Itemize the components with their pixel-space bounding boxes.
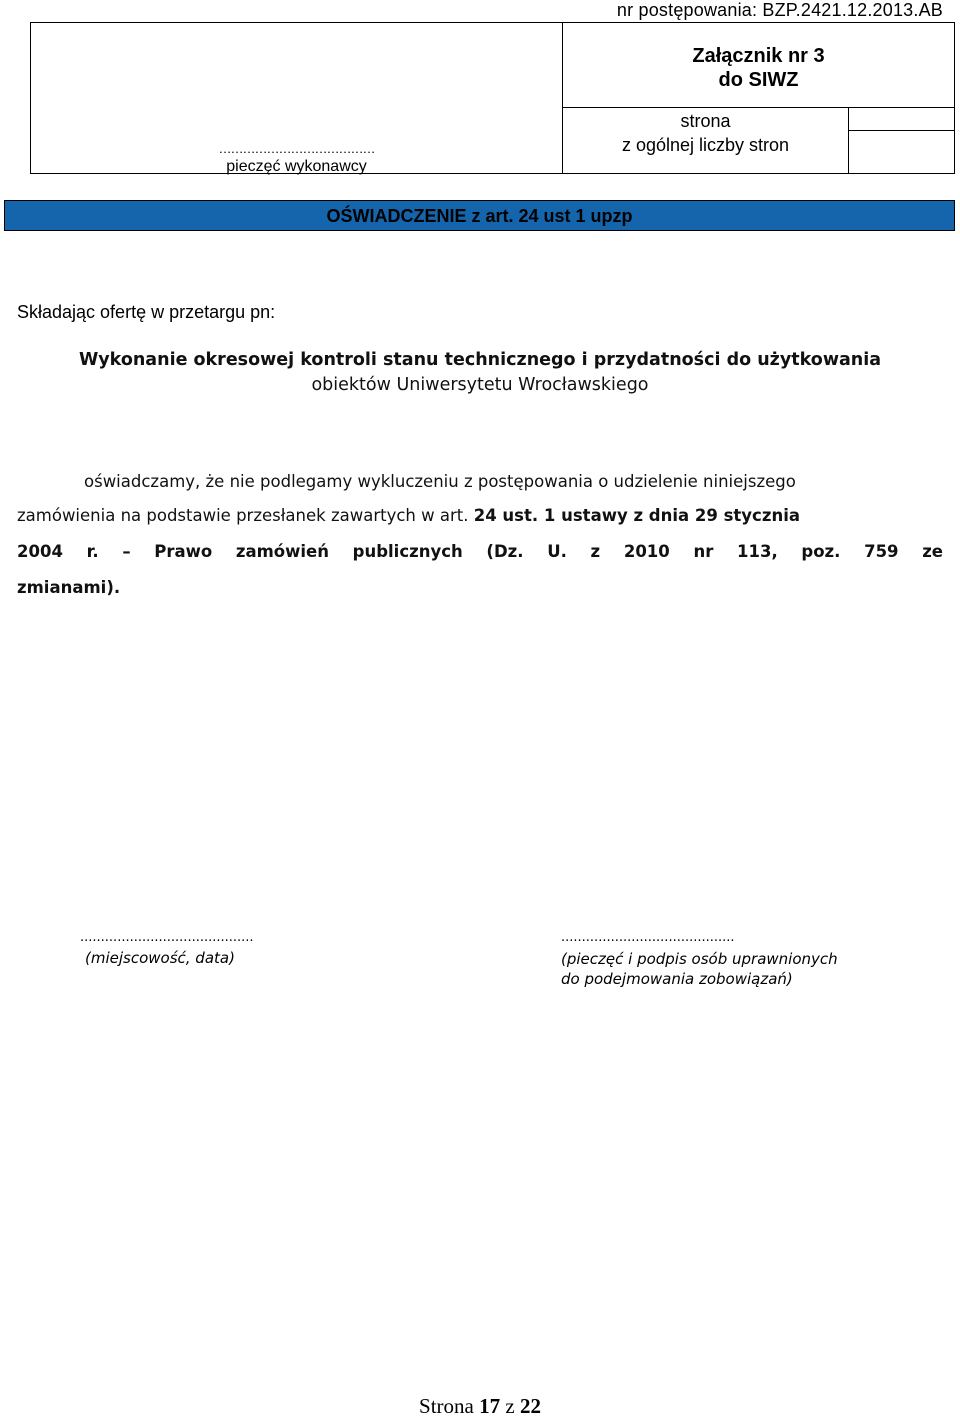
stamp-label: pieczęć wykonawcy xyxy=(226,158,367,175)
signature-caption-line-2: do podejmowania zobowiązań) xyxy=(561,970,793,988)
signature-caption-line-1: (pieczęć i podpis osób uprawnionych xyxy=(561,950,838,968)
place-date-signature xyxy=(80,930,254,967)
annex-line-1: Załącznik nr 3 xyxy=(692,45,825,67)
signature-caption xyxy=(561,949,838,989)
page-count-labels xyxy=(563,107,849,173)
case-number: nr postępowania: BZP.2421.12.2013.AB xyxy=(616,0,943,20)
stamp-dots: ………………………………… xyxy=(218,141,375,156)
declaration-line-2-bold: 24 ust. 1 ustawy z dnia 29 stycznia xyxy=(473,506,800,525)
annex-line-2: do SIWZ xyxy=(718,69,799,91)
subject-line-1: Wykonanie okresowej kontroli stanu technicznego i przydatności do użytkowania xyxy=(78,350,882,370)
declaration-line-4: zmianami). xyxy=(17,578,121,597)
declaration-line-1: oświadczamy, że nie podlegamy wykluczeniu z postępowania o udzielenie niniejszego xyxy=(84,472,796,491)
declaration-line-3: 2004 r. – Prawo zamówień publicznych (Dz. U. z 2010 nr 113, poz. 759 ze xyxy=(17,542,943,561)
place-date-dots: .......................................... xyxy=(80,930,254,945)
place-date-caption: (miejscowość, data) xyxy=(85,949,235,967)
page-count-row xyxy=(563,107,954,173)
page-word: strona xyxy=(680,111,731,131)
annex-title xyxy=(563,44,954,92)
tender-subject xyxy=(17,348,943,398)
footer-separator: z xyxy=(505,1394,515,1418)
footer-current-page: 17 xyxy=(479,1394,501,1418)
authorized-signature xyxy=(561,930,838,989)
subject-line-2: obiektów Uniwersytetu Wrocławskiego xyxy=(311,375,649,395)
page-footer xyxy=(0,1394,960,1419)
intro-text: Składając ofertę w przetargu pn: xyxy=(17,302,276,322)
declaration-line-2 xyxy=(17,504,943,528)
annex-cell xyxy=(563,23,954,108)
page-number-box xyxy=(849,107,954,131)
footer-prefix: Strona xyxy=(419,1394,474,1418)
declaration-paragraph xyxy=(17,470,943,600)
declaration-line-2-plain: zamówienia na podstawie przesłanek zawartych w art. xyxy=(17,506,474,525)
total-pages-label: z ogólnej liczby stron xyxy=(621,135,790,155)
signature-dots: .......................................... xyxy=(561,930,735,945)
header-table xyxy=(30,22,955,174)
stamp-cell xyxy=(31,23,563,173)
document-title-bar: OŚWIADCZENIE z art. 24 ust 1 upzp xyxy=(4,200,955,231)
footer-total-pages: 22 xyxy=(519,1394,541,1418)
